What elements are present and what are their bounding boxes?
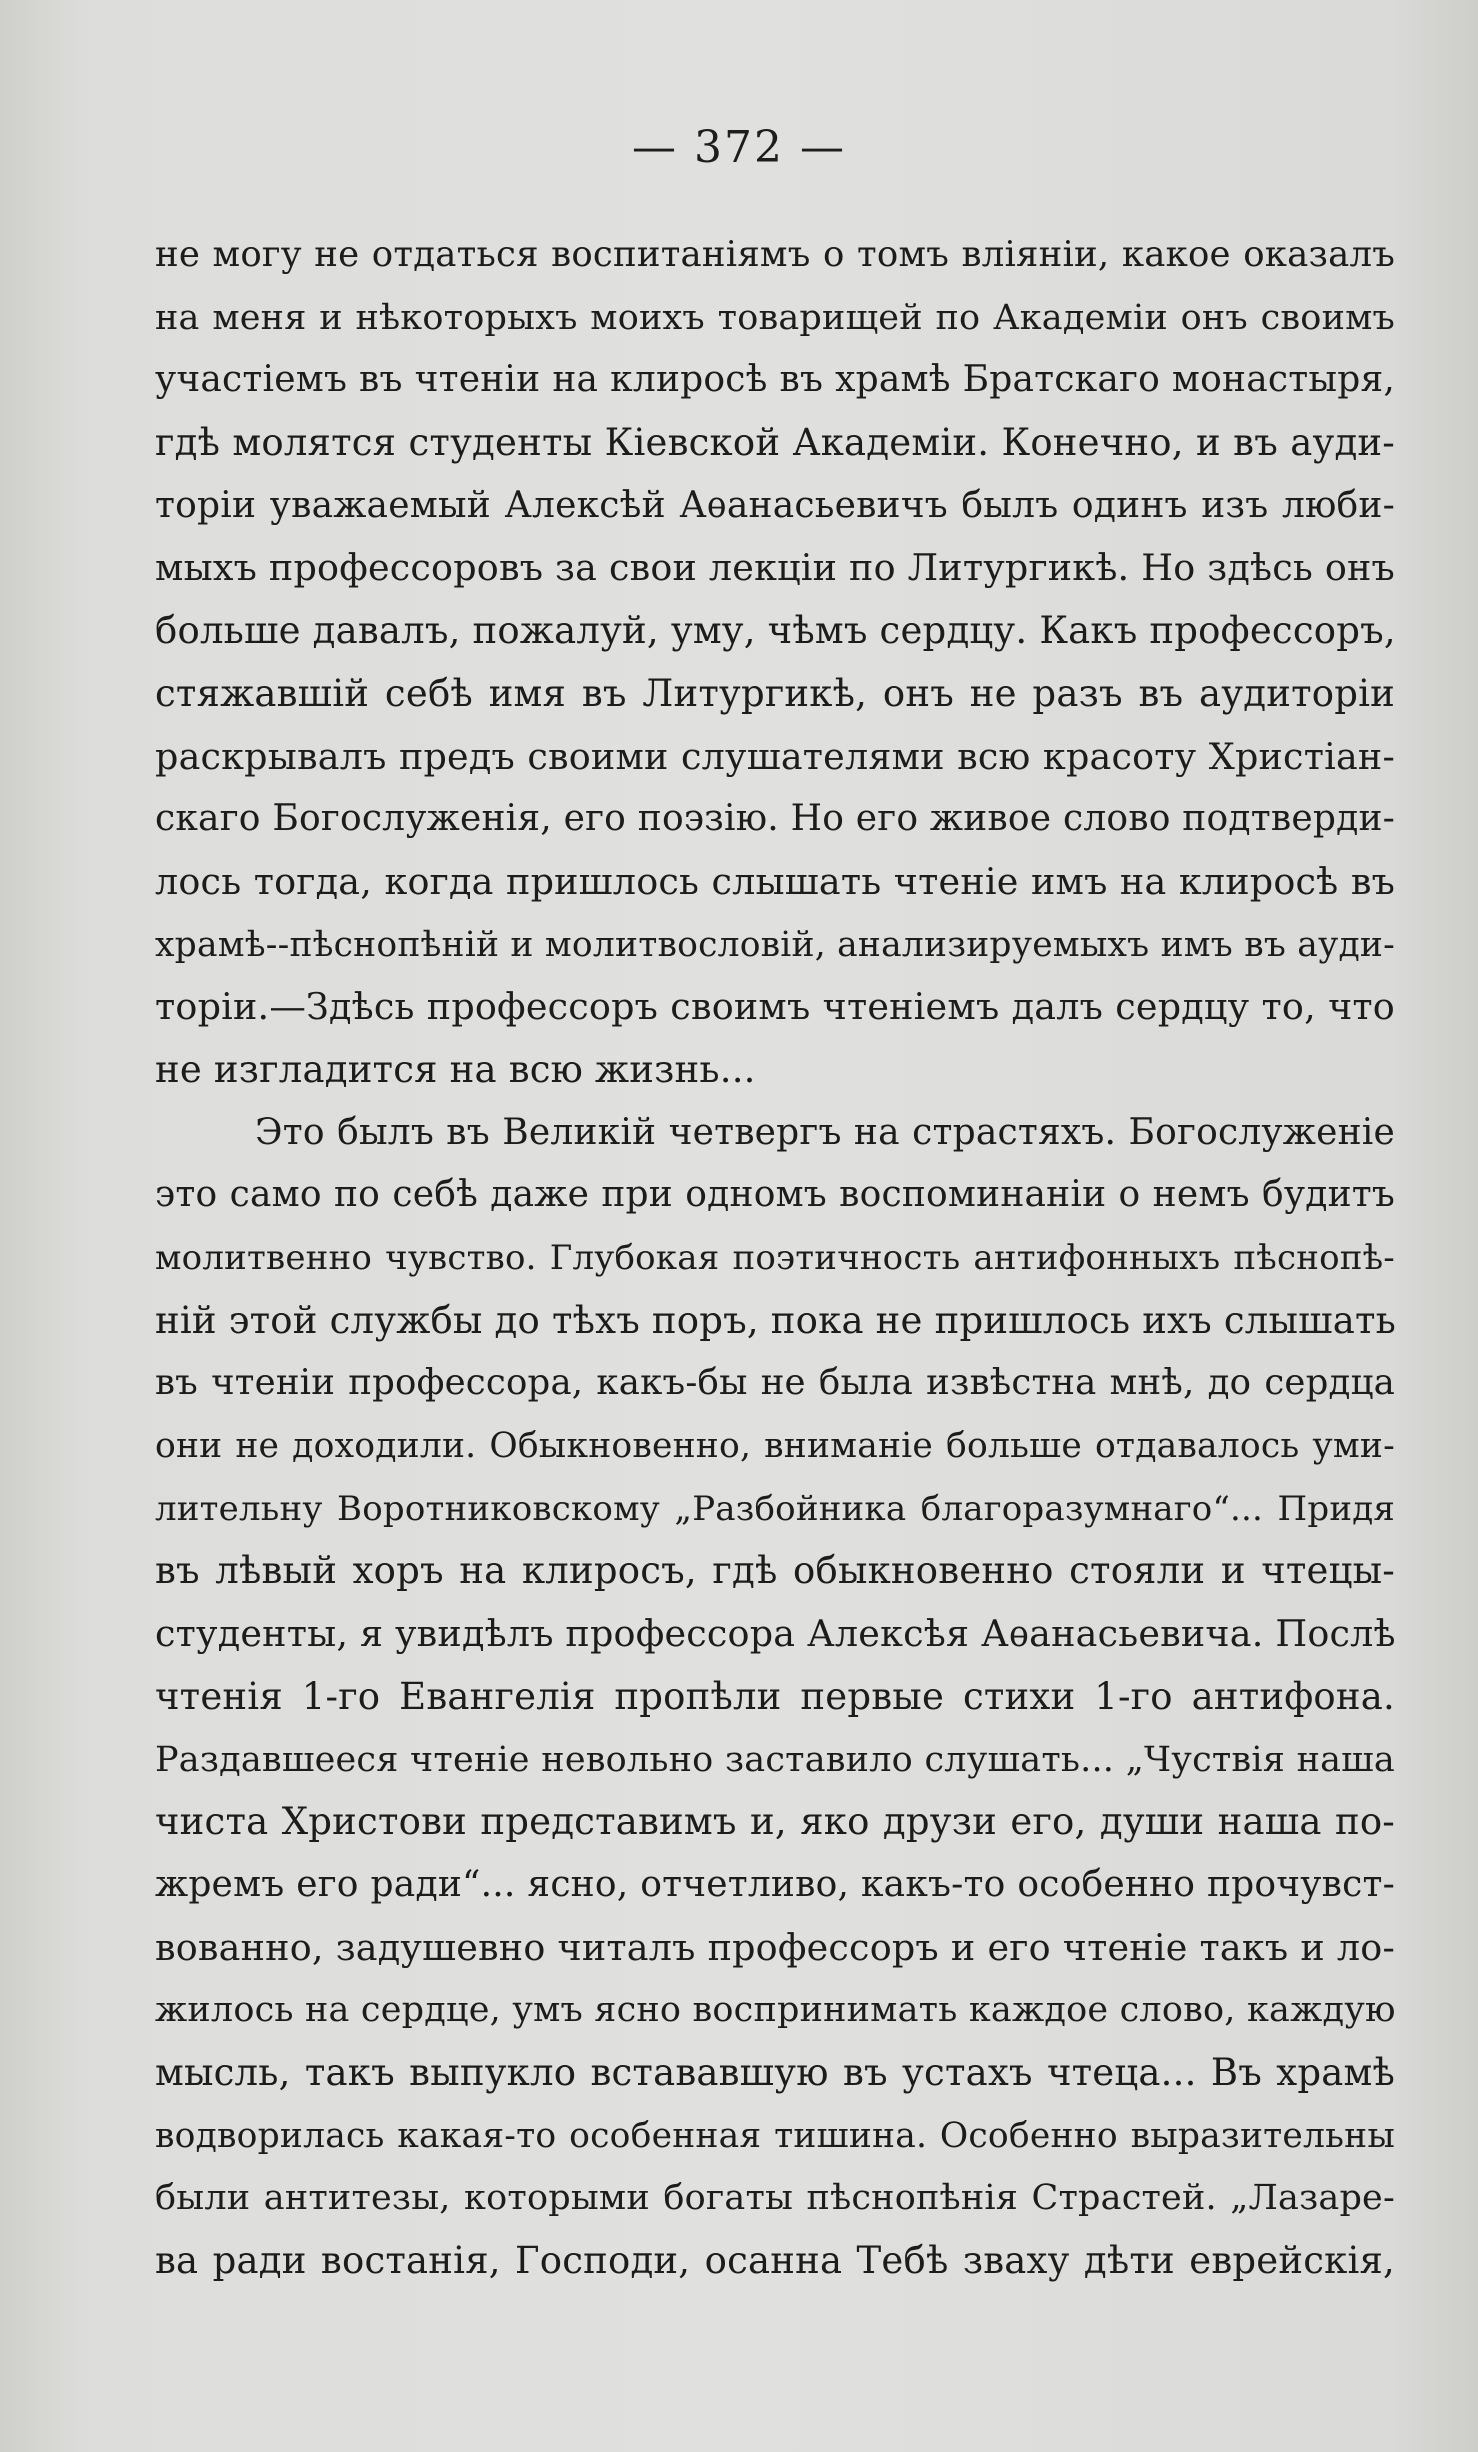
text-line: стяжавшій себѣ имя въ Литургикѣ, онъ не разъ въ аудиторіи bbox=[155, 671, 1395, 715]
text-line: молитвенно чувство. Глубокая поэтичность антифонныхъ пѣснопѣ- bbox=[155, 1238, 1395, 1278]
text-line: скаго Богослуженія, его поэзію. Но его живое слово подтверди- bbox=[155, 798, 1395, 840]
text-line: не изгладится на всю жизнь... bbox=[155, 1047, 756, 1091]
page-number: — 372 — bbox=[632, 122, 846, 173]
text-line: Это былъ въ Великій четвергъ на страстяхъ. Богослуженіе bbox=[255, 1111, 1395, 1153]
text-line: участіемъ въ чтеніи на клиросѣ въ храмѣ Братскаго монастыря, bbox=[155, 359, 1395, 401]
text-line: больше давалъ, пожалуй, уму, чѣмъ сердцу. Какъ профессоръ, bbox=[155, 609, 1396, 653]
text-line: жилось на сердце, умъ ясно воспринимать каждое слово, каждую bbox=[155, 1990, 1396, 2031]
text-line: Раздавшееся чтеніе невольно заставило слушать... „Чуствія наша bbox=[155, 1739, 1395, 1780]
text-line: лительну Воротниковскому „Разбойника благоразумнаго“... Придя bbox=[155, 1488, 1395, 1529]
text-line: студенты, я увидѣлъ профессора Алексѣя Аѳанасьевича. Послѣ bbox=[155, 1612, 1396, 1656]
text-line: въ лѣвый хоръ на клиросъ, гдѣ обыкновенно стояли и чтецы- bbox=[155, 1549, 1395, 1593]
text-line: лось тогда, когда пришлось слышать чтеніе имъ на клиросѣ въ bbox=[155, 859, 1395, 903]
text-line: мысль, такъ выпукло встававшую въ устахъ чтеца... Въ храмѣ bbox=[155, 2050, 1395, 2094]
text-line: ній этой службы до тѣхъ поръ, пока не пришлось ихъ слышать bbox=[155, 1298, 1396, 1342]
text-line: торіи уважаемый Алексѣй Аѳанасьевичъ былъ одинъ изъ люби- bbox=[155, 484, 1395, 526]
text-line: храмѣ--пѣснопѣній и молитвословій, анализируемыхъ имъ въ ауди- bbox=[155, 924, 1395, 965]
text-line: были антитезы, которыми богаты пѣснопѣнія Страстей. „Лазаре- bbox=[155, 2178, 1395, 2219]
body-text bbox=[155, 224, 1395, 2293]
text-line: это само по себѣ даже при одномъ воспоминаніи о немъ будитъ bbox=[155, 1174, 1395, 1216]
text-line: жремъ его ради“... ясно, отчетливо, какъ-то особенно прочувст- bbox=[155, 1863, 1395, 1905]
text-line: гдѣ молятся студенты Кіевской Академіи. Конечно, и въ ауди- bbox=[155, 421, 1395, 465]
text-line: ва ради востанія, Господи, осанна Тебѣ зваху дѣти еврейскія, bbox=[155, 2239, 1395, 2282]
text-line: они не доходили. Обыкновенно, вниманіе больше отдавалось уми- bbox=[155, 1426, 1395, 1467]
text-line: на меня и нѣкоторыхъ моихъ товарищей по Академіи онъ своимъ bbox=[155, 297, 1395, 338]
text-line: чтенія 1-го Евангелія пропѣли первые стихи 1-го антифона. bbox=[155, 1674, 1395, 1718]
text-line: чиста Христови представимъ и, яко друзи его, души наша по- bbox=[155, 1800, 1395, 1844]
text-line: мыхъ профессоровъ за свои лекціи по Литургикѣ. Но здѣсь онъ bbox=[155, 546, 1395, 590]
text-line: въ чтеніи профессора, какъ-бы не была извѣстна мнѣ, до сердца bbox=[155, 1362, 1395, 1404]
paragraph-2 bbox=[155, 1102, 1395, 2293]
text-line: торіи.—Здѣсь профессоръ своимъ чтеніемъ далъ сердцу то, что bbox=[155, 985, 1395, 1029]
text-line: вованно, задушевно читалъ профессоръ и его чтеніе такъ и ло- bbox=[155, 1925, 1395, 1969]
paragraph-1 bbox=[155, 224, 1395, 1102]
text-line: не могу не отдаться воспитаніямъ о томъ вліяніи, какое оказалъ bbox=[155, 234, 1395, 275]
text-line: водворилась какая-то особенная тишина. Особенно выразительны bbox=[155, 2115, 1395, 2156]
text-line: раскрывалъ предъ своими слушателями всю красоту Христіан- bbox=[155, 734, 1395, 778]
